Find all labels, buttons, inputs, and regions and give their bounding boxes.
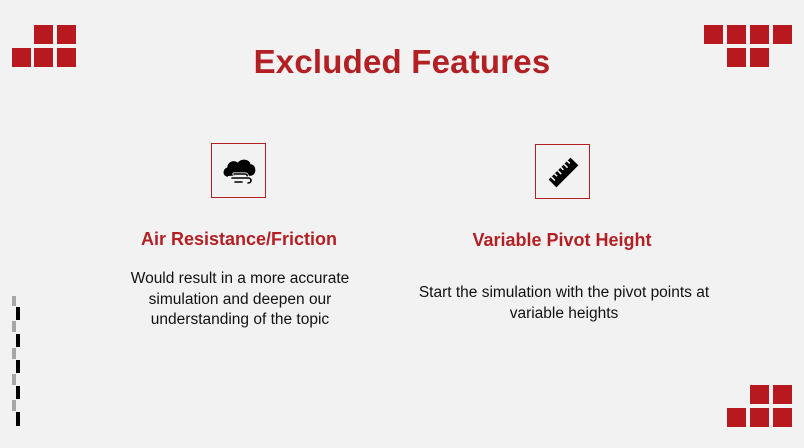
decor-dash	[16, 307, 20, 320]
cloud-wind-icon	[212, 144, 267, 199]
decor-dash	[12, 400, 16, 411]
feature-icon-box	[211, 143, 266, 198]
decor-square	[773, 408, 792, 427]
decor-square	[750, 408, 769, 427]
feature-title: Air Resistance/Friction	[140, 229, 338, 249]
decor-dash	[12, 321, 16, 332]
decor-square	[773, 25, 792, 44]
decor-dash	[16, 334, 20, 347]
feature-description: Start the simulation with the pivot points at variable heights	[418, 284, 710, 322]
decor-square	[727, 25, 746, 44]
decor-dash	[12, 296, 16, 306]
decor-dash	[16, 360, 20, 373]
decor-square	[773, 385, 792, 404]
decor-square	[704, 25, 723, 44]
feature-icon-box	[535, 144, 590, 199]
decor-square	[57, 25, 76, 44]
slide-title: Excluded Features	[253, 43, 551, 80]
decor-dash	[12, 348, 16, 359]
feature-description: Would result in a more accurate simulation and deepen our understanding of the topic	[130, 270, 350, 328]
decor-dash	[16, 412, 20, 426]
ruler-icon	[536, 145, 591, 200]
decor-dash	[16, 386, 20, 399]
decor-dash	[12, 374, 16, 385]
decor-square	[727, 408, 746, 427]
feature-title: Variable Pivot Height	[472, 230, 652, 250]
decor-square	[34, 25, 53, 44]
decor-square	[750, 385, 769, 404]
decor-square	[750, 25, 769, 44]
